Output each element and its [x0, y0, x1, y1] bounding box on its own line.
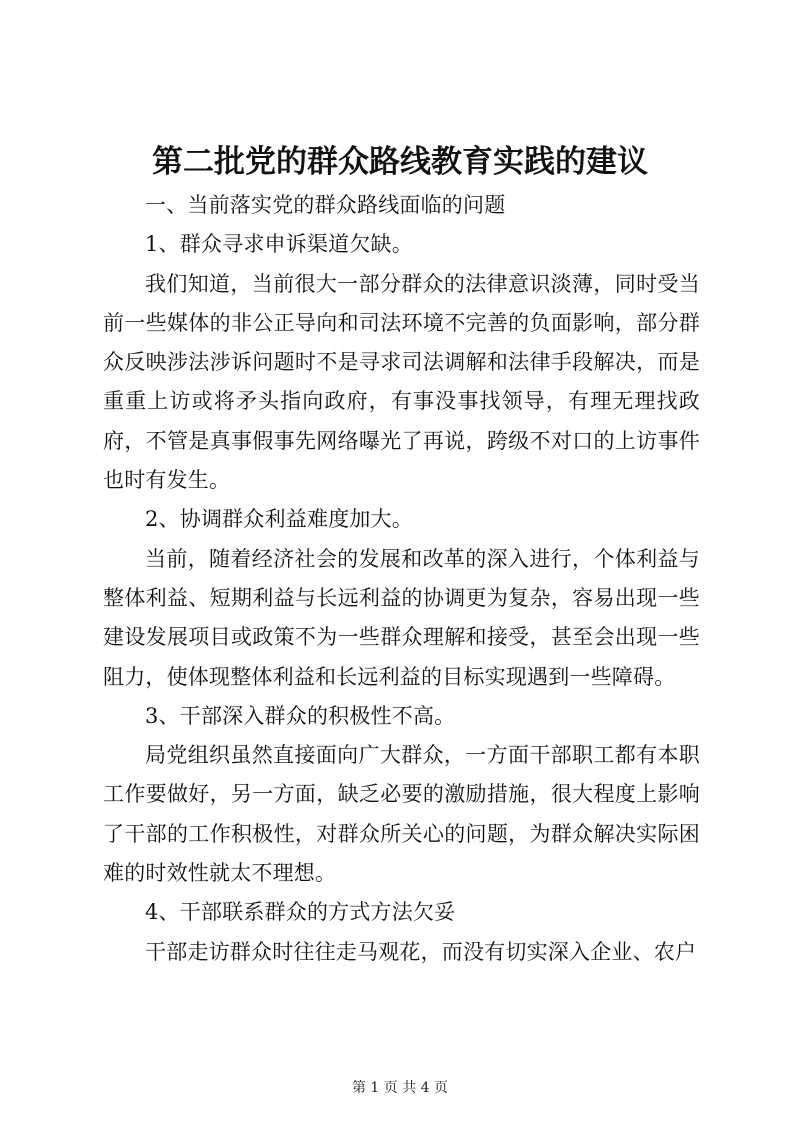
- document-body: [103, 186, 700, 972]
- body-paragraph: 干部走访群众时往往走马观花，而没有切实深入企业、农户: [145, 939, 697, 964]
- body-paragraph: 当前，随着经济社会的发展和改革的深入进行，个体利益与整体利益、短期利益与长远利益的协调更为复杂，容易出现一些建设发展项目或政策不为一些群众理解和接受，甚至会出现一些阻力，使体现整体利益和长远利益的目标实现遇到一些障碍。: [103, 546, 700, 689]
- subsection-heading: 1、群众寻求申诉渠道欠缺。: [145, 232, 413, 257]
- body-paragraph: 局党组织虽然直接面向广大群众，一方面干部职工都有本职工作要做好，另一方面，缺乏必要的激励措施，很大程度上影响了干部的工作积极性，对群众所关心的问题，为群众解决实际困难的时效性就太不理想。: [103, 743, 700, 886]
- subsection-heading: 2、协调群众利益难度加大。: [145, 507, 413, 532]
- page-number-footer: 第 1 页 共 4 页: [351, 1080, 449, 1096]
- section-heading: 一、当前落实党的群众路线面临的问题: [145, 193, 506, 217]
- subsection-heading: 3、干部深入群众的积极性不高。: [145, 703, 456, 728]
- subsection-heading: 4、干部联系群众的方式方法欠妥: [145, 900, 456, 925]
- body-paragraph: 我们知道，当前很大一部分群众的法律意识淡薄，同时受当前一些媒体的非公正导向和司法环境不完善的负面影响，部分群众反映涉法涉诉问题时不是寻求司法调解和法律手段解决，而是重重上访或将矛头指向政府，有事没事找领导，有理无理找政府，不管是真事假事先网络曝光了再说，跨级不对口的上访事件也时有发生。: [103, 271, 700, 493]
- document-title: 第二批党的群众路线教育实践的建议: [152, 144, 648, 180]
